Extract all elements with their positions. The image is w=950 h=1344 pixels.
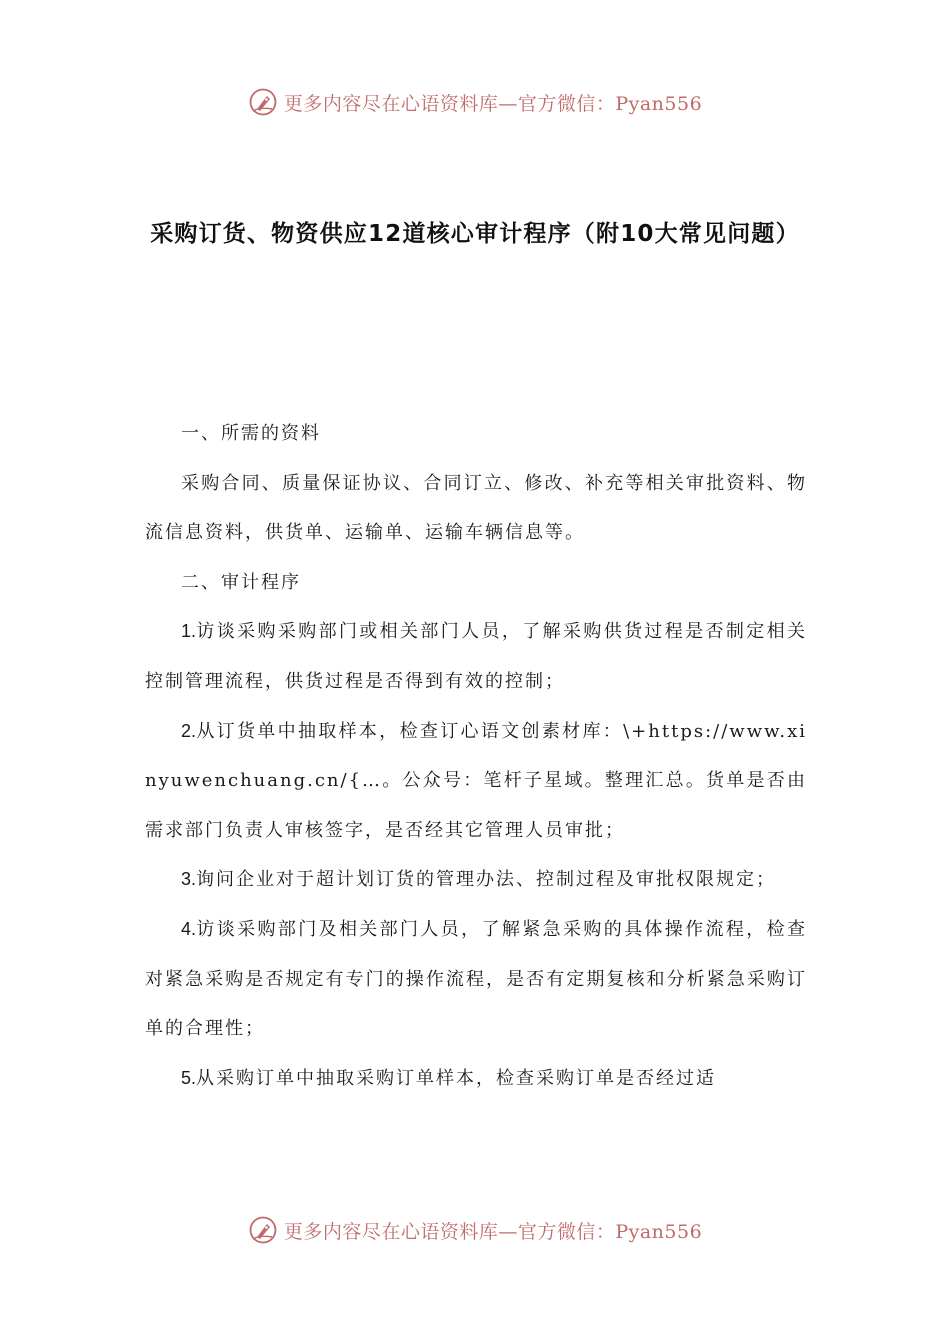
- pen-nib-circle-icon: [248, 1215, 278, 1245]
- procedure-item-3: 3.询问企业对于超计划订货的管理办法、控制过程及审批权限规定；: [181, 869, 777, 891]
- materials-paragraph: 采购合同、质量保证协议、合同订立、修改、补充等相关审批资料、物流信息资料，供货单、运输单、运输车辆信息等。: [145, 472, 807, 544]
- procedure-item-4: 4.访谈采购部门及相关部门人员，了解紧急采购的具体操作流程，检查对紧急采购是否规定有专门的操作流程，是否有定期复核和分析紧急采购订单的合理性；: [145, 918, 807, 1040]
- item-number: 4.: [181, 918, 197, 939]
- watermark-banner-bottom: [0, 1210, 950, 1250]
- procedure-item-1: 1.访谈采购采购部门或相关部门人员，了解采购供货过程是否制定相关控制管理流程，供货过程是否得到有效的控制；: [145, 621, 807, 692]
- watermark-banner-top: [0, 82, 950, 122]
- watermark-text: 更多内容尽在心语资料库—官方微信：Pyan556: [283, 1220, 703, 1243]
- document-title: 采购订货、物资供应12道核心审计程序（附10大常见问题）: [150, 221, 800, 247]
- document-body: [145, 409, 807, 1103]
- procedure-item-2: 2.从订货单中抽取样本，检查订心语文创素材库：\+https://www.xinyuwenchuang.cn/{…。公众号：笔杆子星域。整理汇总。货单是否由需求部门负责人审核签字，是否经其它管理人员审批；: [145, 720, 807, 841]
- section-heading-materials: 一、所需的资料: [181, 423, 321, 444]
- watermark-text: 更多内容尽在心语资料库—官方微信：Pyan556: [283, 92, 703, 115]
- item-number: 1.: [181, 621, 197, 642]
- item-number: 5.: [181, 1067, 197, 1088]
- item-number: 3.: [181, 869, 197, 890]
- pen-nib-circle-icon: [248, 87, 278, 117]
- procedure-item-5: 5.从采购订单中抽取采购订单样本，检查采购订单是否经过适: [181, 1067, 717, 1089]
- item-number: 2.: [181, 720, 197, 741]
- section-heading-procedures: 二、审计程序: [181, 571, 301, 593]
